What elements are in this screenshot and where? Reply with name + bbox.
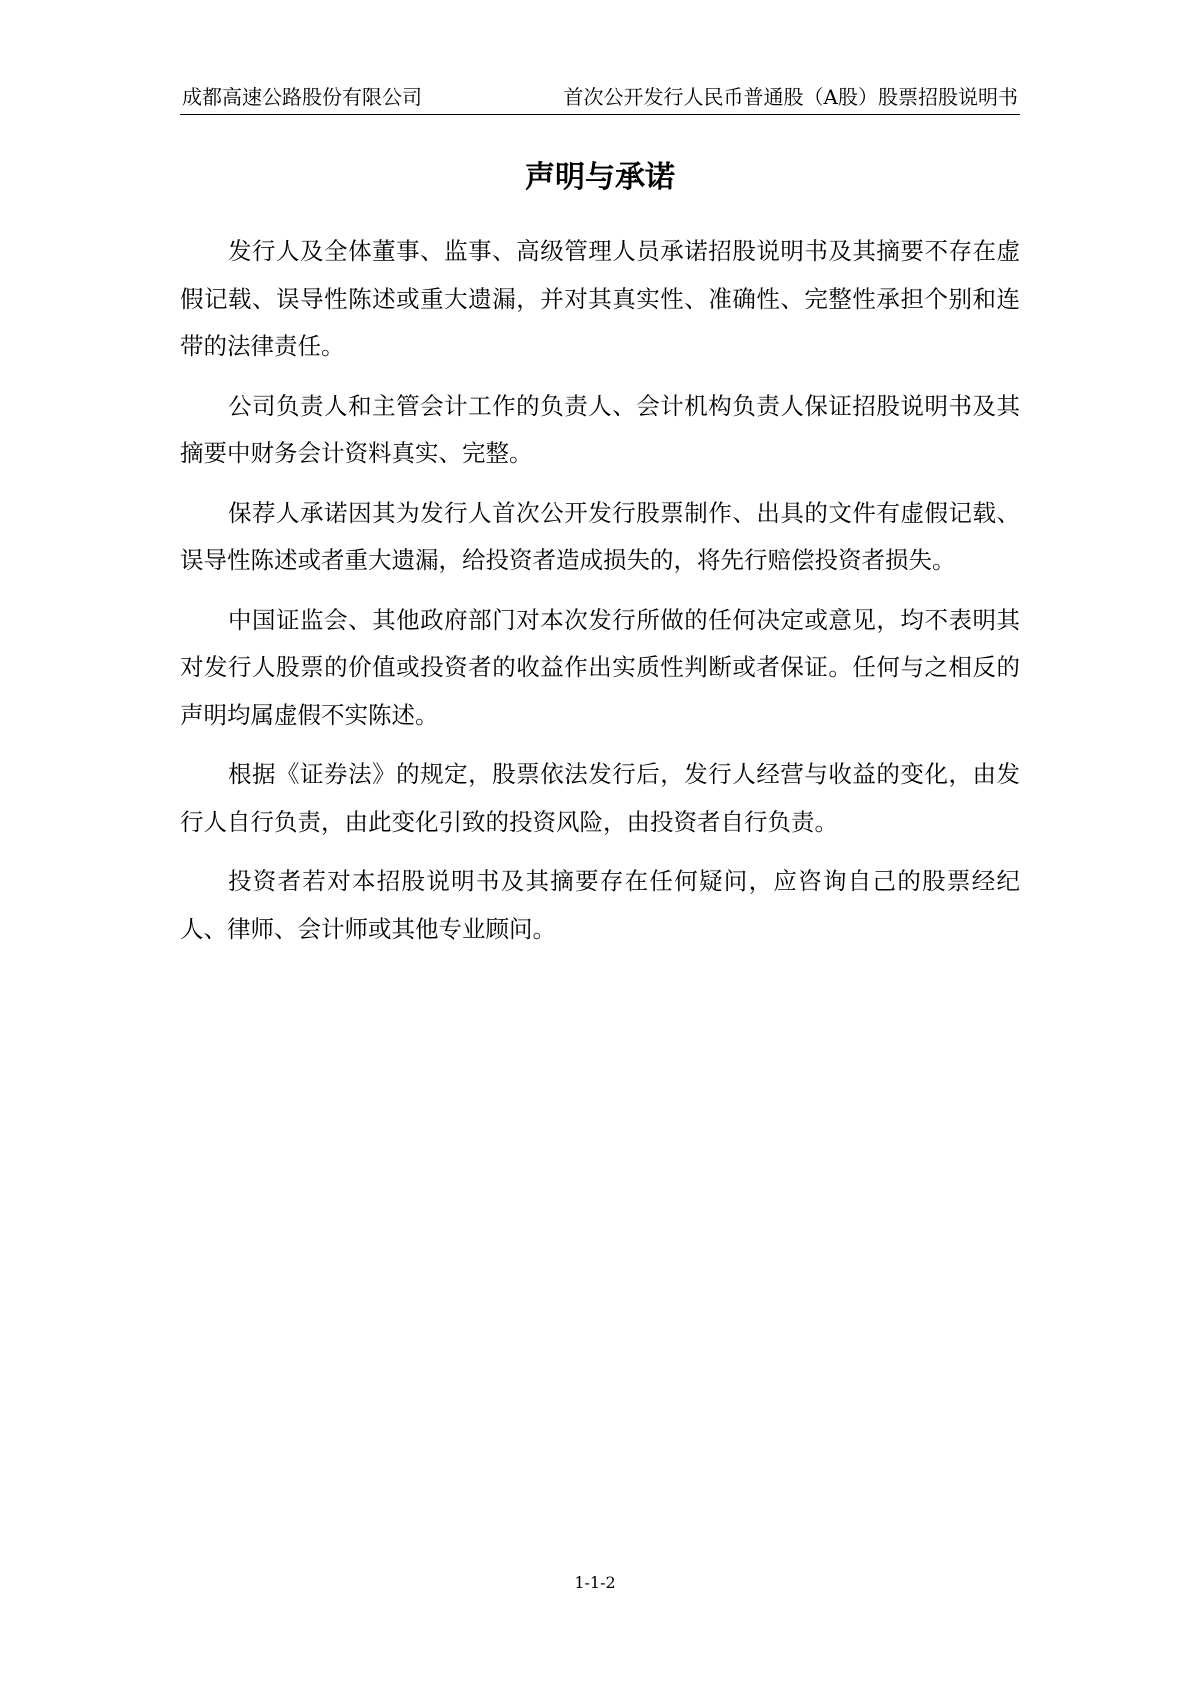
paragraph: 中国证监会、其他政府部门对本次发行所做的任何决定或意见，均不表明其对发行人股票的价值或投资者的收益作出实质性判断或者保证。任何与之相反的声明均属虚假不实陈述。 (180, 605, 1020, 729)
header-company-name: 成都高速公路股份有限公司 (182, 85, 422, 109)
paragraph: 根据《证券法》的规定，股票依法发行后，发行人经营与收益的变化，由发行人自行负责，由此变化引致的投资风险，由投资者自行负责。 (180, 760, 1020, 836)
paragraph: 投资者若对本招股说明书及其摘要存在任何疑问，应咨询自己的股票经纪人、律师、会计师或其他专业顾问。 (180, 867, 1020, 943)
page-number: 1-1-2 (574, 1573, 616, 1592)
page-header (180, 84, 1020, 115)
page-title: 声明与承诺 (525, 160, 675, 195)
paragraph: 保荐人承诺因其为发行人首次公开发行股票制作、出具的文件有虚假记载、误导性陈述或者重大遗漏，给投资者造成损失的，将先行赔偿投资者损失。 (180, 498, 1020, 574)
header-document-title: 首次公开发行人民币普通股（A股）股票招股说明书 (563, 85, 1018, 109)
statement-body (180, 228, 1020, 965)
paragraph: 发行人及全体董事、监事、高级管理人员承诺招股说明书及其摘要不存在虚假记载、误导性陈述或重大遗漏，并对其真实性、准确性、完整性承担个别和连带的法律责任。 (180, 237, 1020, 360)
paragraph: 公司负责人和主管会计工作的负责人、会计机构负责人保证招股说明书及其摘要中财务会计资料真实、完整。 (180, 391, 1020, 467)
